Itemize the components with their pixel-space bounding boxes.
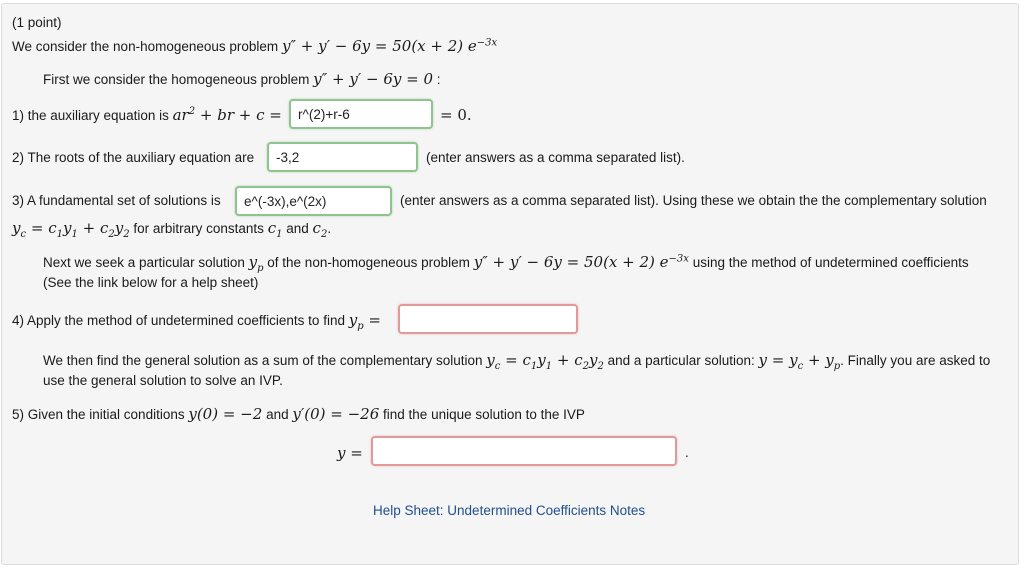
general-text3: . Finally you are asked to xyxy=(840,353,991,368)
c2-math: $c_2$ xyxy=(312,219,328,240)
q3-period: . xyxy=(327,221,332,236)
intro-equation: y″ + y′ − 6y = 50(x + 2) e xyxy=(281,37,477,55)
particular-text2: of the non-homogeneous problem xyxy=(267,255,470,270)
points-label: (1 point) xyxy=(12,15,62,30)
q1-math: $ar^2$ + br + c = xyxy=(172,106,282,124)
q1-row xyxy=(12,105,282,126)
q3-answer-input[interactable] xyxy=(235,186,392,216)
help-sheet-link[interactable]: Help Sheet: Undetermined Coefficients Notes xyxy=(373,503,646,518)
problem-statement xyxy=(12,36,497,57)
homogeneous-text: First we consider the homogeneous problem xyxy=(43,72,310,87)
q2-hint: (enter answers as a comma separated list). xyxy=(426,150,685,165)
homogeneous-statement xyxy=(43,69,441,90)
particular-equation: y″ + y′ − 6y = 50(x + 2) e xyxy=(473,253,669,271)
q1-suffix: = 0. xyxy=(440,106,472,124)
q5-suffix: . xyxy=(685,445,689,460)
q4-row xyxy=(12,310,381,331)
intro-exponent: −3x xyxy=(476,37,498,49)
general-text1: We then find the general solution as a sum of the complementary solution xyxy=(43,353,483,368)
general-text2: and a particular solution: xyxy=(607,353,755,368)
q5-cond1: y(0) = −2 xyxy=(188,405,263,423)
q5-math: y = xyxy=(337,444,363,462)
q5-text: find the unique solution to the IVP xyxy=(383,407,585,422)
q3-label: 3) A fundamental set of solutions is xyxy=(12,193,221,208)
q4-answer-input[interactable] xyxy=(398,304,578,334)
q4-math: $y_p$ = xyxy=(348,311,381,332)
q4-label: 4) Apply the method of undetermined coefficients to find xyxy=(12,313,345,328)
q3-line2-text: for arbitrary constants xyxy=(133,221,264,236)
homogeneous-suffix: : xyxy=(436,72,441,87)
q1-answer-input[interactable] xyxy=(289,99,433,129)
q3-line2 xyxy=(12,218,331,239)
problem-container xyxy=(1,3,1019,565)
general-math2: $y = y_c + y_p$ xyxy=(758,351,841,372)
intro-text: We consider the non-homogeneous problem xyxy=(12,39,279,54)
homogeneous-equation: y″ + y′ − 6y = 0 xyxy=(313,70,433,88)
q2-answer-input[interactable] xyxy=(267,142,418,172)
particular-text3: using the method of undetermined coefficients xyxy=(692,255,969,270)
particular-exponent: −3x xyxy=(668,253,689,265)
particular-text1: Next we seek a particular solution xyxy=(43,255,245,270)
general-line2: use the general solution to solve an IVP. xyxy=(43,373,283,388)
q5-and: and xyxy=(266,407,289,422)
complementary-solution-math: $y_c = c_1y_1 + c_2y_2$ xyxy=(12,219,130,240)
q5-cond2: y′(0) = −26 xyxy=(292,405,380,423)
yp-math: $y_p$ xyxy=(248,253,264,274)
q5-answer-input[interactable] xyxy=(371,436,677,466)
particular-line2: (See the link below for a help sheet) xyxy=(43,275,259,290)
general-math1: $y_c = c_1y_1 + c_2y_2$ xyxy=(486,351,604,372)
q5-row xyxy=(12,404,585,425)
q5-label: 5) Given the initial conditions xyxy=(12,407,185,422)
c1-math: $c_1$ xyxy=(267,219,283,240)
particular-line1 xyxy=(43,252,969,273)
q1-label: 1) the auxiliary equation is xyxy=(12,108,169,123)
general-line1 xyxy=(43,350,990,371)
q2-label: 2) The roots of the auxiliary equation are xyxy=(12,150,255,165)
q3-hint: (enter answers as a comma separated list). Using these we obtain the the complementary solution xyxy=(400,193,987,208)
q3-and: and xyxy=(286,221,309,236)
